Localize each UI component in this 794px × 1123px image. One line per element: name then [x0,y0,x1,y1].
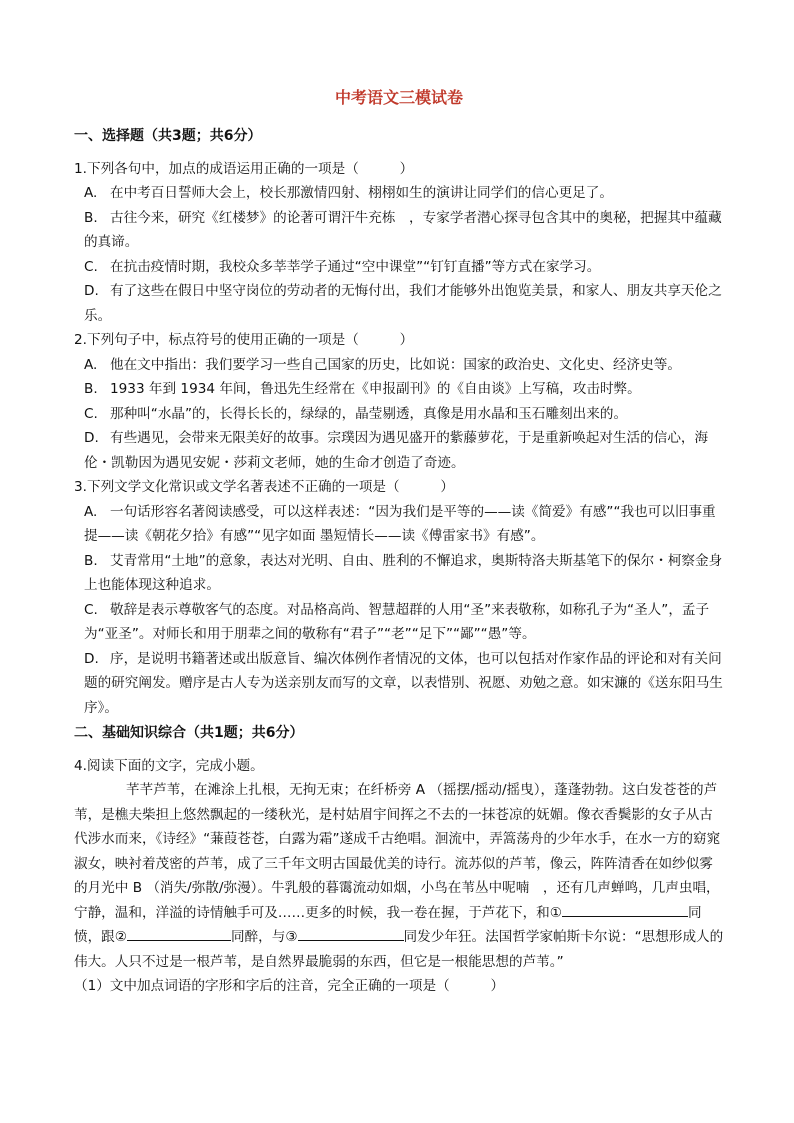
fill-blank-2[interactable] [127,926,231,941]
option-d [74,647,724,721]
section-heading-choice: 一、选择题（共3题；共6分） [74,128,262,144]
option-letter: C. [84,258,98,275]
option-letter: A. [84,185,98,201]
option-text: 他在文中指出：我们要学习一些自己国家的历史，比如说：国家的政治史、文化史、经济史等。 [110,356,681,373]
option-letter: D. [84,650,99,667]
question-stem: 3.下列文学文化常识或文学名著表述不正确的一项是（ ） [74,479,454,495]
option-text: 在中考百日誓师大会上，校长那激情四射、栩栩如生的演讲让同学们的信心更足了。 [110,185,613,201]
option-b [74,549,724,598]
fill-blank-1[interactable] [562,902,688,917]
option-letter: C. [84,601,98,618]
passage-text-3: 同醉，与③ [230,929,298,945]
question-1 [74,157,724,329]
option-d [74,426,724,475]
option-text: 有了这些在假日中坚守岗位的劳动者的无悔付出，我们才能够外出饱览美景，和家人、朋友共享天伦之乐。 [84,283,722,324]
option-text: 那种叫“水晶”的，长得长长的，绿绿的，晶莹剔透，真像是用水晶和玉石雕刻出来的。 [110,405,628,422]
page-title: 中考语文三模试卷 [334,88,463,107]
option-text: 在抗击疫情时期，我校众多莘莘学子通过“空中课堂”“钉钉直播”等方式在家学习。 [110,258,601,275]
option-letter: D. [84,283,99,299]
option-b [74,377,724,402]
reading-passage [74,778,724,974]
option-text: 1933 年到 1934 年间，鲁迅先生经常在《申报副刊》的《自由谈》上写稿，攻击时弊。 [110,381,641,397]
option-letter: A. [84,356,98,373]
passage-text-4: 同发少年狂。法国哲学家帕斯卡尔说：“思想形成人的伟大。人只不过是一根芦苇，是自然界最脆弱的东西，但它是一根能思想的芦苇。” [74,929,724,970]
sub-question-1: （1）文中加点词语的字形和字后的注音，完全正确的一项是（ ） [74,978,505,994]
option-text: 敬辞是表示尊敬客气的态度。对品格高尚、智慧超群的人用“圣”来表敬称，如称孔子为“圣人”，孟子为“亚圣”。对师长和用于朋辈之间的敬称有“君子”“老”“足下”“鄙”“愚”等。 [84,601,710,642]
option-letter: B. [84,209,98,226]
option-text: 一句话形容名著阅读感受，可以这样表述：“因为我们是平等的——读《简爱》有感”“我也可以旧事重提——读《朝花夕拾》有感”“见字如面 墨短情长——读《傅雷家书》有感”。 [84,503,716,544]
question-stem: 1.下列各句中，加点的成语运用正确的一项是（ ） [74,160,414,177]
option-c [74,402,724,427]
fill-blank-3[interactable] [298,926,404,941]
passage-text-1: 芊芊芦苇，在滩涂上扎根，无拘无束；在纤桥旁 A （摇摆/摇动/摇曳），蓬蓬勃勃。这白发苍苍的芦苇，是樵夫柴担上悠然飘起的一缕秋光，是村姑眉宇间挥之不去的一抹苍凉的妩媚。像衣香鬓影的女子从古代涉水而来，《诗经》“蒹葭苍苍，白露为霜”遂成千古绝唱。洄流中，弄篙荡舟的少年水手，在水一方的窈窕淑女，映衬着茂密的芦苇，成了三千年文明古国最优美的诗行。流苏似的芦苇，像云，阵阵清香在如纱似雾的月光中 B （消失/弥散/弥漫）。牛乳般的暮霭流动如烟，小鸟在苇丛中呢喃 ，还有几声蝉鸣，几声虫唱，宁静，温和，洋溢的诗情触手可及……更多的时候，我一卷在握，于芦花下，和① [74,782,721,921]
option-text: 有些遇见，会带来无限美好的故事。宗璞因为遇见盛开的紫藤萝花，于是重新唤起对生活的信心，海伦・凯勒因为遇见安妮・莎莉文老师，她的生命才创造了奇迹。 [84,430,709,471]
question-3 [74,475,724,720]
question-stem: 4.阅读下面的文字，完成小题。 [74,757,264,774]
question-stem: 2.下列句子中，标点符号的使用正确的一项是（ ） [74,332,414,348]
option-a [74,181,724,206]
option-text: 序，是说明书籍著述或出版意旨、编次体例作者情况的文体，也可以包括对作家作品的评论和对有关问题的研究阐发。赠序是古人专为送亲别友而写的文章，以表惜别、祝愿、劝勉之意。如宋濂的《送东阳马生序》。 [84,650,723,716]
option-d [74,279,724,328]
option-c [74,598,724,647]
passage-text-2: 同愤，跟② [74,904,702,945]
option-a [74,353,724,378]
option-a [74,500,724,549]
option-letter: C. [84,405,98,422]
option-c [74,255,724,280]
option-letter: B. [84,552,98,569]
option-b [74,206,724,255]
exam-page [74,84,724,999]
option-letter: B. [84,381,98,397]
option-text: 艾青常用“土地”的意象，表达对光明、自由、胜利的不懈追求，奥斯特洛夫斯基笔下的保尔・柯察金身上也能体现这种追求。 [84,552,723,593]
question-2 [74,328,724,475]
section-heading-basic: 二、基础知识综合（共1题；共6分） [74,725,304,741]
option-letter: D. [84,430,99,446]
option-text: 古往今来，研究《红楼梦》的论著可谓汗牛充栋 ，专家学者潜心探寻包含其中的奥秘，把握其中蕴藏的真谛。 [84,209,722,250]
option-letter: A. [84,503,98,520]
question-4 [74,754,724,999]
